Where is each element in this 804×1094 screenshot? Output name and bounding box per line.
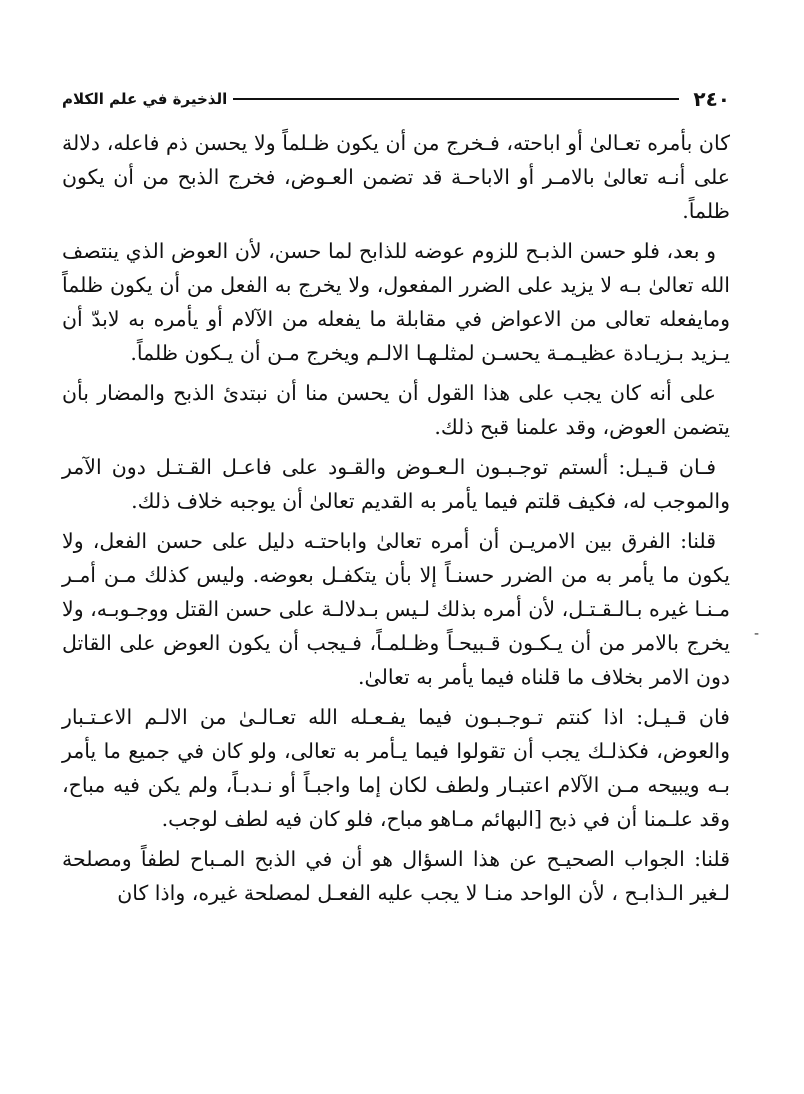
margin-mark: -: [754, 626, 760, 642]
book-title: الذخيرة في علم الكلام: [62, 90, 228, 108]
paragraph: فان قـيـل: اذا كنتم تـوجـبـون فيما يفـعـله الله تعـالـىٰ من الالـم الاعـتـبار والعوض، فكذلـك يجب أن تقولوا فيما يـأمر به تعالى، ولو كان في جميع ما يأمر بـه ويبيحه مـن الآلام اعتبـار ولطف لكان إما واجبـاً أو نـدبـاً، ولم يكن فيه مباح، وقد علـمنا أن في ذبح [البهائم مـاهو مباح، فلو كان فيه لطف لوجب.: [62, 705, 730, 831]
paragraph: قلنا: الجواب الصحيـح عن هذا السؤال هو أن في الذبح المـباح لطفاً ومصلحة لـغير الـذابـح ، لأن الواحد منـا لا يجب عليه الفعـل لمصلحة غيره، واذا كان: [62, 847, 730, 905]
paragraph: كان بأمره تعـالىٰ أو اباحته، فـخرج من أن يكون ظـلماً ولا يحسن ذم فاعله، دلالة على أنـه تعالىٰ بالامـر أو الاباحـة قد تضمن العـوض، فخرج الذبح من أن يكون ظلماً.: [62, 131, 730, 223]
paragraph: على أنه كان يجب على هذا القول أن يحسن منا أن نبتدئ الذبح والمضار بأن يتضمن العوض، وقد علمنا قبح ذلك.: [62, 381, 730, 439]
paragraph: فـان قـيـل: ألستم توجـبـون الـعـوض والقـود على فاعـل القـتـل دون الآمر والموجب له، فكيف قلتم فيما يأمر به القديم تعالىٰ أن يوجبه خلاف ذلك.: [62, 455, 730, 513]
page-header: [62, 84, 730, 114]
page-number: ٢٤٠: [693, 87, 730, 111]
paragraph: و بعد، فلو حسن الذبـح للزوم عوضه للذابح لما حسن، لأن العوض الذي ينتصف الله تعالىٰ بـه لا يزيد على الضرر المفعول، ولا يخرج به الفعل من أن يكون ظلماً ومايفعله تعالى من الاعواض في مقابلة ما يفعله من الآلام أو يأمره به لابدّ أن يـزيد بـزيـادة عظيـمـة يحسـن لمثلـهـا الالـم ويخرج مـن أن يـكون ظلماً.: [62, 239, 730, 365]
main-text: [62, 126, 730, 916]
paragraph: قلنا: الفرق بين الامريـن أن أمره تعالىٰ واباحتـه دليل على حسن الفعل، ولا يكون ما يأمر به من الضرر حسنـاً إلا بأن يتكفـل بعوضه. وليس كذلك مـن أمـر مـنـا غيره بـالـقـتـل، لأن أمره بذلك لـيس بـدلالـة على حسن القتل ووجـوبـه، ولا يخرج بالامر من أن يـكـون قـبيحـاً وظـلمـاً، فـيجب أن يكون العوض على القاتل دون الامر بخلاف ما قلناه فيما يأمر به تعالىٰ.: [62, 529, 730, 689]
header-rule: [233, 98, 679, 100]
